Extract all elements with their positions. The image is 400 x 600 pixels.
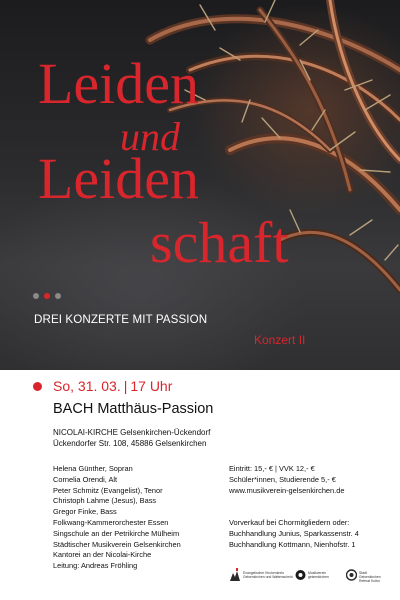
- ticket-price: Eintritt: 15,- € | VVK 12,- €: [229, 464, 315, 473]
- venue-name: NICOLAI-KIRCHE Gelsenkirchen-Ückendorf: [53, 428, 211, 437]
- date-bullet-icon: [33, 382, 42, 391]
- performer-line: Gregor Finke, Bass: [53, 507, 117, 517]
- venue: [53, 427, 210, 449]
- title-line-1: Leiden: [38, 51, 200, 116]
- ticket-info: [229, 464, 344, 496]
- performer-line: Helena Günther, Sopran: [53, 464, 133, 473]
- performer-line: Kantorei an der Nicolai-Kirche: [53, 550, 152, 560]
- series-indicator-dots: [33, 293, 61, 299]
- presale-line: Buchhandlung Kottmann, Nienhofstr. 1: [229, 539, 356, 549]
- performer-line: Peter Schmitz (Evangelist), Tenor: [53, 485, 163, 495]
- logo-text: Evangelischer Kirchenkreis: [243, 571, 284, 575]
- musikverein-logo: [295, 566, 337, 586]
- dot-3: [55, 293, 61, 299]
- concert-label: Konzert II: [254, 333, 306, 347]
- sponsor-logos: [229, 566, 394, 586]
- church-logo: [229, 566, 293, 586]
- logo-text: Gelsenkirchen: [359, 575, 381, 579]
- performer-line: Städtischer Musikverein Gelsenkirchen: [53, 539, 181, 549]
- presale-line: Vorverkauf bei Chormitgliedern oder:: [229, 518, 350, 527]
- dot-1: [33, 293, 39, 299]
- performer-line: Leitung: Andreas Fröhling: [53, 561, 138, 571]
- presale-line: Buchhandlung Junius, Sparkassenstr. 4: [229, 528, 359, 538]
- dot-2-active: [44, 293, 50, 299]
- logo-text: Musikverein: [308, 571, 327, 575]
- work-title: BACH Matthäus-Passion: [53, 401, 214, 417]
- title-line-4: schaft: [150, 210, 289, 275]
- performer-line: Singschule an der Petrikirche Mülheim: [53, 528, 180, 538]
- presale-info: [229, 518, 359, 550]
- performer-line: Christoph Lahme (Jesus), Bass: [53, 496, 157, 506]
- performer-line: Cornelia Orendi, Alt: [53, 474, 118, 484]
- venue-address: Ückendorfer Str. 108, 45886 Gelsenkirchen: [53, 439, 207, 448]
- event-time: 17 Uhr: [130, 378, 173, 394]
- performer-line: Folkwang-Kammerorchester Essen: [53, 517, 169, 527]
- event-date: So, 31. 03.: [53, 378, 121, 394]
- city-logo-icon: [346, 568, 357, 582]
- title-line-2: und: [120, 114, 180, 159]
- poster-subtitle: DREI KONZERTE MIT PASSION: [34, 313, 208, 326]
- logo-text: Referat Kultur: [359, 579, 380, 583]
- event-date-time: [53, 378, 172, 394]
- ticket-reduced-price: Schüler*innen, Studierende 5,- €: [229, 474, 336, 484]
- logo-text: Gelsenkirchen und Wattenscheid: [243, 575, 293, 579]
- date-separator: |: [123, 378, 128, 394]
- city-logo: [346, 566, 394, 586]
- logo-text: gelsenkirchen: [308, 575, 329, 579]
- musikverein-logo-icon: [295, 568, 306, 582]
- logo-text: Stadt: [359, 571, 367, 575]
- performers-list: [53, 464, 181, 572]
- title-line-3: Leiden: [38, 146, 200, 211]
- church-logo-icon: [229, 568, 241, 582]
- website-link[interactable]: www.musikverein-gelsenkirchen.de: [229, 485, 345, 495]
